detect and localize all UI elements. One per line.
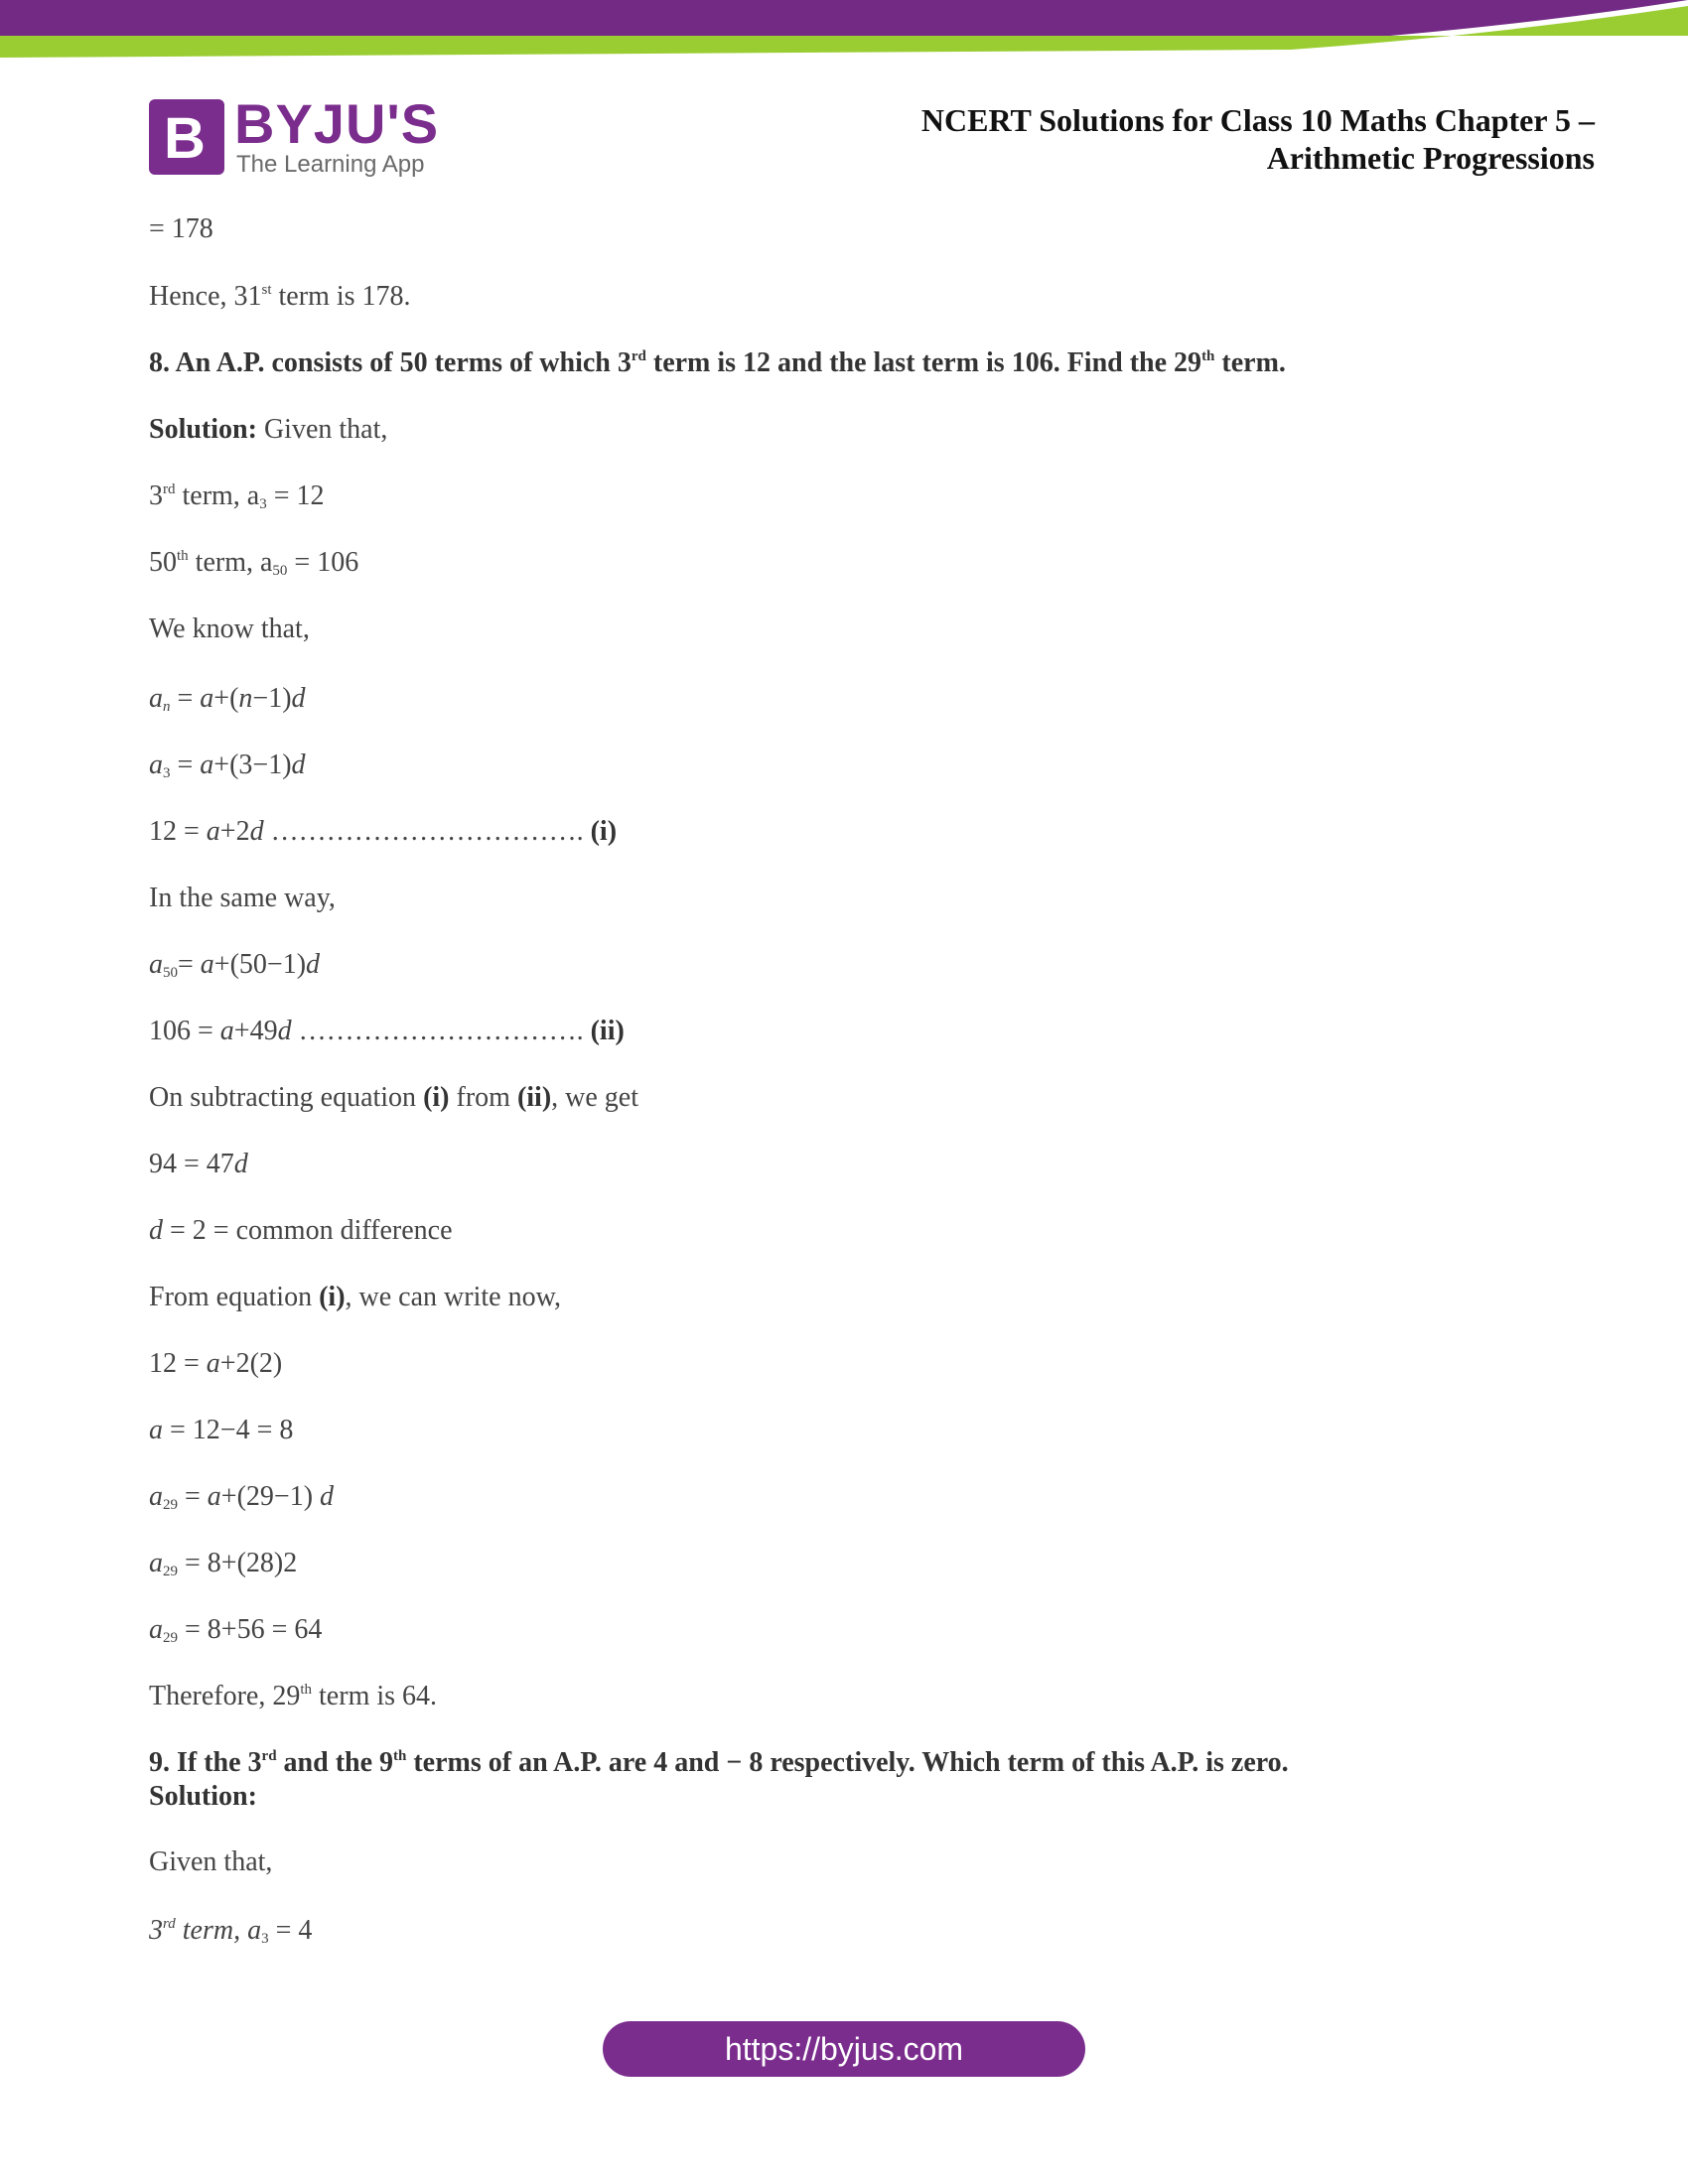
equation-line: a = 12−4 = 8 <box>149 1415 294 1445</box>
text-line: We know that, <box>149 614 310 644</box>
equation-line: 12 = a+2d ……………………………. (i) <box>149 816 618 847</box>
solution-heading: Solution: <box>149 1781 257 1812</box>
equation-line: $a_{29} = 8+56 = 64$ <box>149 1614 323 1646</box>
equation-line: $a_{50}= a+(50-1)d$ <box>149 949 321 981</box>
logo-wordmark: BYJU'S <box>234 92 440 155</box>
equation-line: $a_3 = a+(3-1)d$ <box>149 750 306 781</box>
text-line: Therefore, 29th term is 64. <box>149 1681 438 1711</box>
text-line: = 178 <box>149 213 213 244</box>
equation-line: 94 = 47d <box>149 1149 248 1179</box>
footer-url-link[interactable] <box>603 2021 1085 2077</box>
header-title-line-1: NCERT Solutions for Class 10 Maths Chapter 5 – <box>920 102 1595 138</box>
equation-line: 3rd term, $a_3 = 4$ <box>149 1915 313 1947</box>
text-line: Hence, 31st term is 178. <box>149 281 411 312</box>
equation-line: 12 = a+2(2) <box>149 1348 283 1379</box>
question-9: 9. If the 3rd and the 9th terms of an A.P. are 4 and − 8 respectively. Which term of this A.P. is zero. <box>149 1747 1289 1778</box>
logo-tagline: The Learning App <box>236 151 425 178</box>
text-line: On subtracting equation (i) from (ii), we get <box>149 1082 639 1113</box>
text-line: From equation (i), we can write now, <box>149 1282 561 1312</box>
header-title-line-2: Arithmetic Progressions <box>1266 140 1595 176</box>
text-line: Given that, <box>149 1846 273 1877</box>
equation-line: d = 2 = common difference <box>149 1215 453 1246</box>
equation-line: $a_{29} = a+(29-1)$ d <box>149 1481 335 1513</box>
text-line: 3rd term, $a_3 = 12$ <box>149 480 325 512</box>
solution-heading: Solution: Given that, <box>149 414 388 445</box>
logo-mark: B <box>149 99 224 175</box>
text-line: 50th term, $a_{50} = 106$ <box>149 547 359 579</box>
equation-line: $a_n = a+(n-1)d$ <box>149 683 306 715</box>
byjus-logo <box>149 92 440 179</box>
page-header-title <box>701 101 1595 177</box>
equation-line: $a_{29} = 8+(28)2$ <box>149 1548 298 1579</box>
text-line: In the same way, <box>149 883 336 913</box>
footer-url-text: https://byjus.com <box>724 2030 964 2067</box>
question-8: 8. An A.P. consists of 50 terms of which 3rd term is 12 and the last term is 106. Find the 29th term. <box>149 347 1286 378</box>
equation-line: 106 = a+49d …………………………. (ii) <box>149 1016 625 1046</box>
top-brand-band <box>0 0 1688 62</box>
